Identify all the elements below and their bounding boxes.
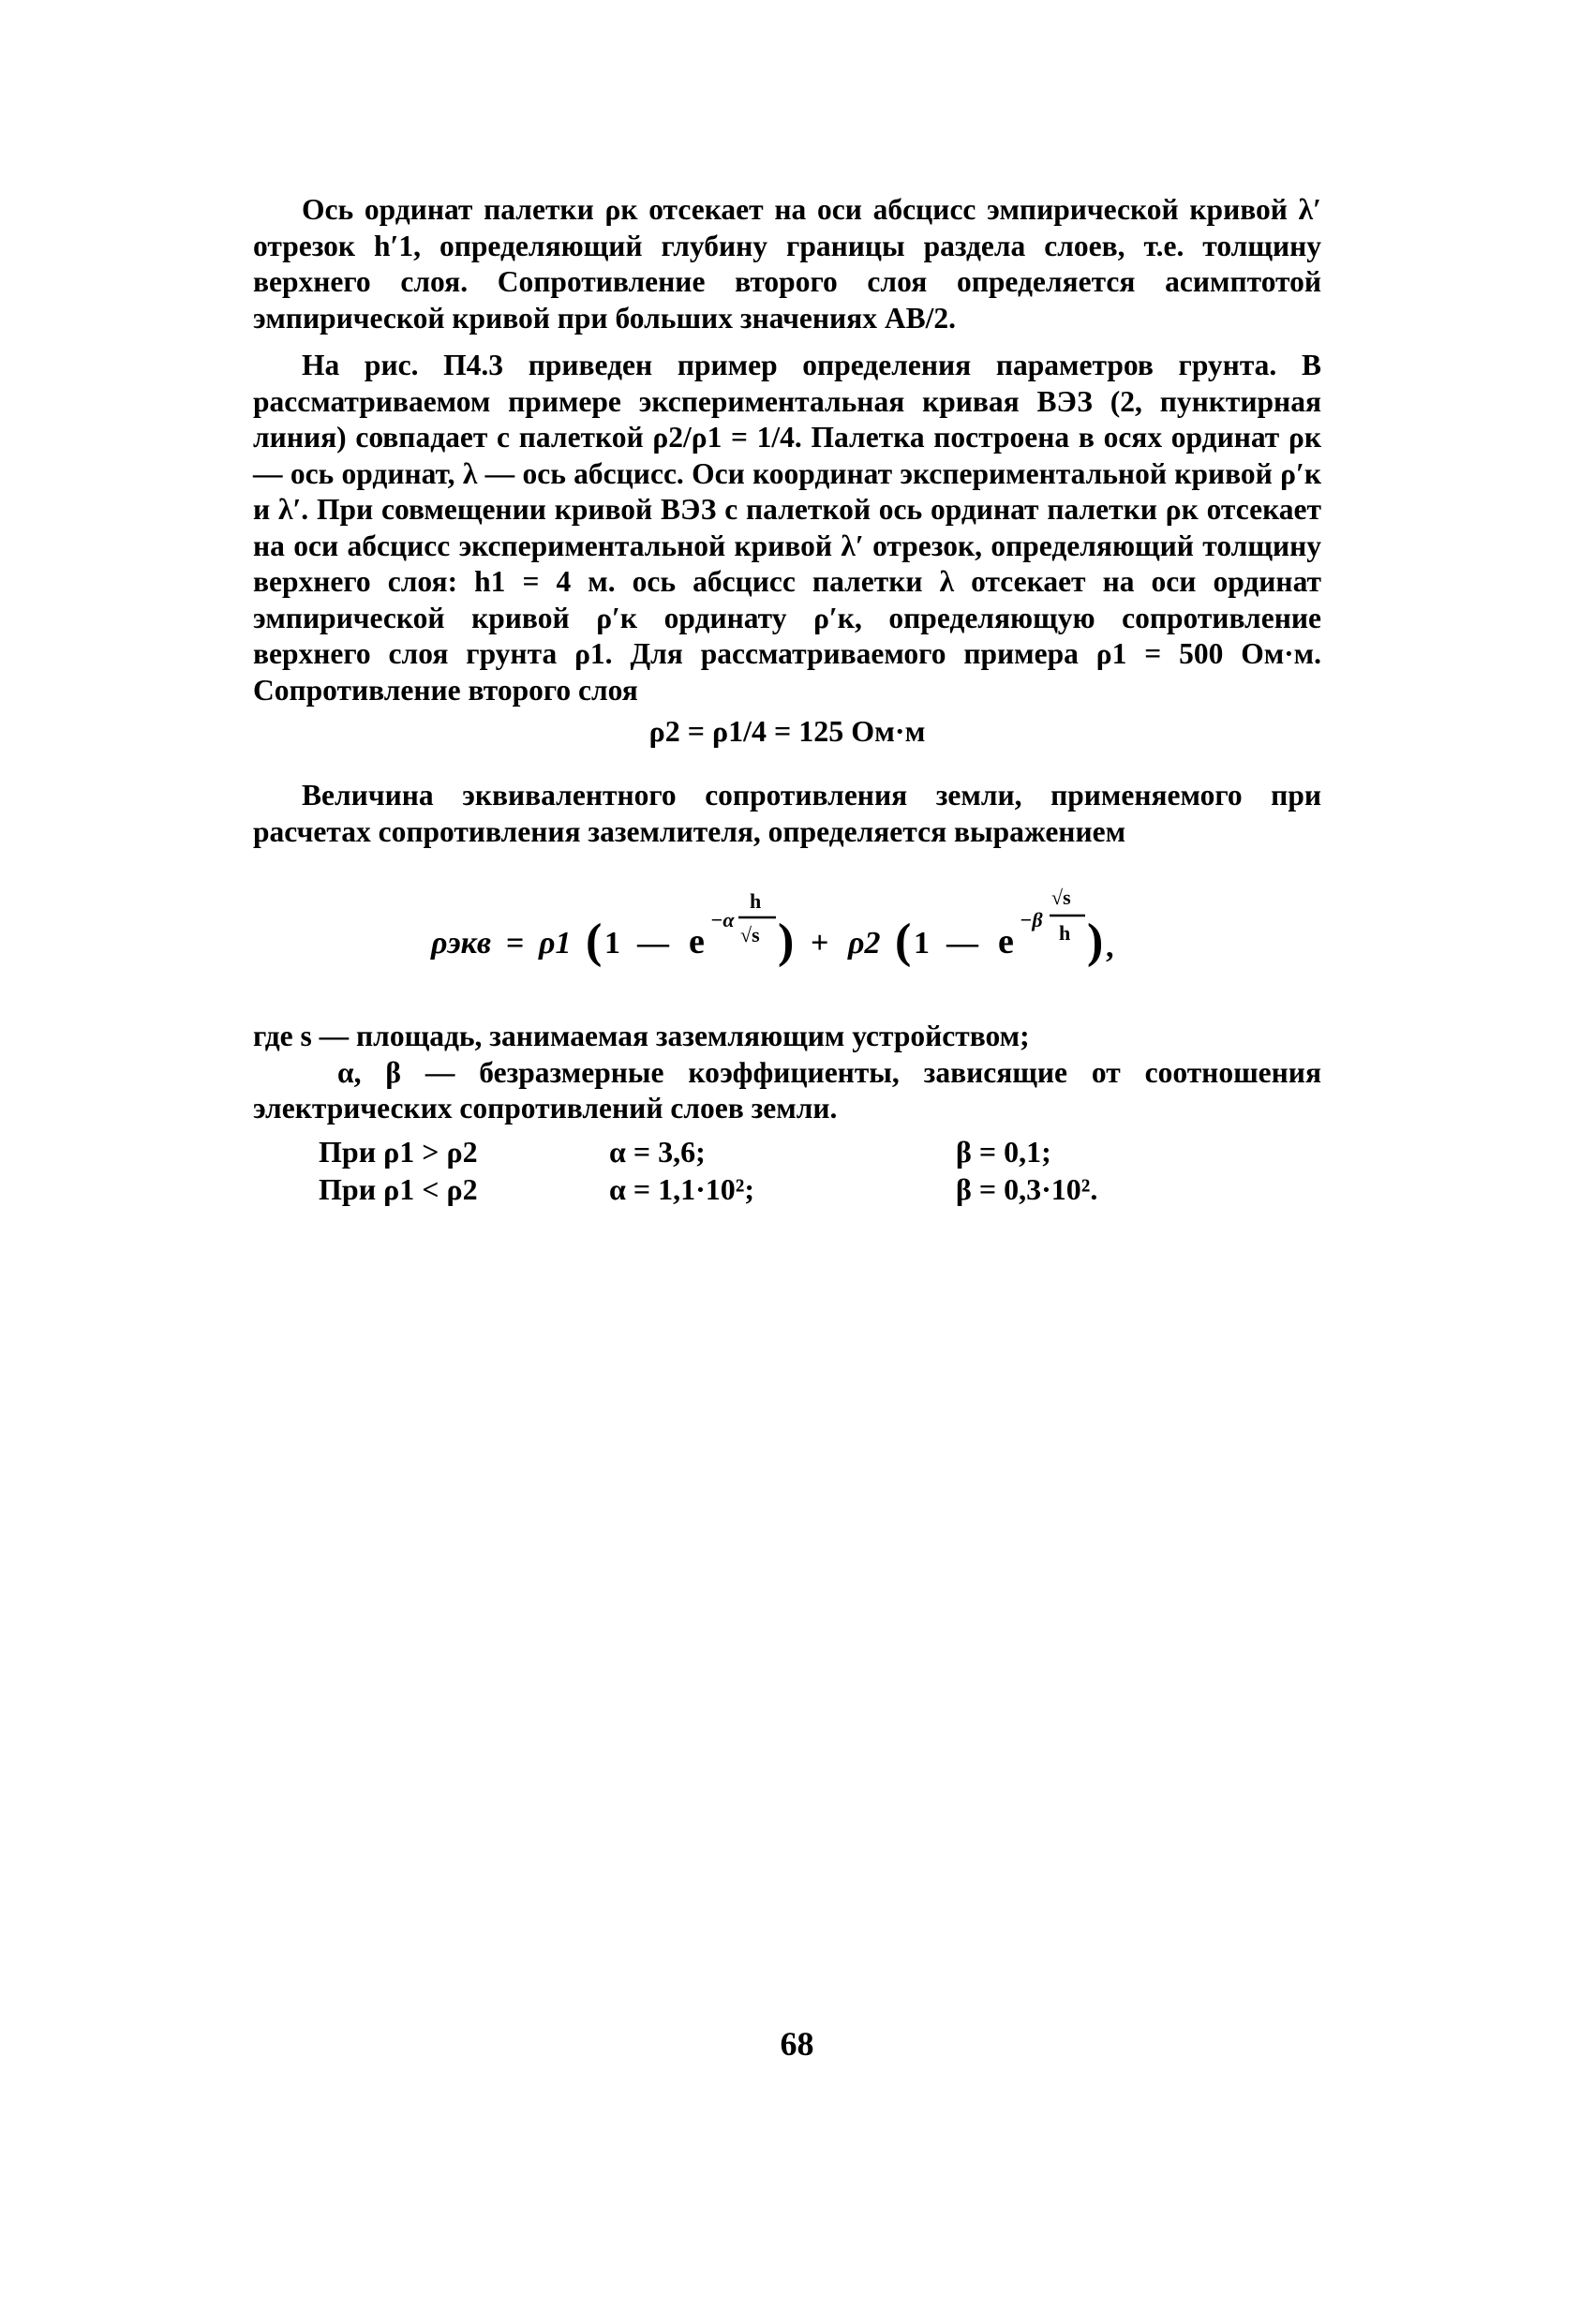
definition-alpha-beta: α, β — безразмерные коэффициенты, зависящие от соотношения электрических сопротивлений слоев земли.: [253, 1055, 1321, 1125]
formula-sqrt-s-1: √s: [740, 923, 760, 946]
definitions-block: [253, 1019, 1321, 1127]
formula-rho1: ρ1: [539, 926, 572, 961]
case-alpha: α = 3,6;: [609, 1134, 706, 1169]
formula-h-2: h: [1059, 921, 1071, 945]
case-condition: При ρ1 < ρ2: [319, 1171, 478, 1206]
formula-sqrt-s-2: √s: [1051, 886, 1071, 909]
formula-paren-close-2: ): [1087, 915, 1104, 968]
cases-table: [253, 1133, 1321, 1208]
case-beta: β = 0,3·10².: [956, 1171, 1098, 1206]
definition-s: где s — площадь, занимаемая заземляющим устройством;: [253, 1020, 1030, 1052]
formula-rho2: ρ2: [848, 926, 881, 961]
page-content: [253, 192, 1321, 1208]
paragraph-3: Величина эквивалентного сопротивления земли, применяемого при расчетах сопротивления заземлителя, определяется выражением: [253, 779, 1321, 848]
case-beta: β = 0,1;: [956, 1134, 1051, 1169]
case-condition: При ρ1 > ρ2: [319, 1134, 478, 1169]
formula-svg: [319, 869, 1256, 981]
formula-lhs: ρэкв: [431, 926, 492, 961]
formula-plus: +: [811, 926, 829, 961]
formula-one-1: 1: [604, 926, 620, 961]
formula-e-1: e: [689, 922, 705, 961]
case-alpha: α = 1,1·10²;: [609, 1171, 755, 1206]
formula-comma: ,: [1106, 930, 1114, 964]
formula-paren-open-1: (: [586, 915, 603, 968]
formula-rho2: ρ2 = ρ1/4 = 125 Ом·м: [648, 714, 926, 748]
formula-paren-close-1: ): [778, 915, 795, 968]
formula-minus-1: —: [637, 926, 669, 961]
formula-minus-2: —: [946, 926, 978, 961]
formula-e-2: e: [998, 922, 1014, 961]
paragraph-2: На рис. П4.3 приведен пример определения параметров грунта. В рассматриваемом примере экспериментальная кривая ВЭЗ (2, пунктирная линия) совпадает с палеткой ρ2/ρ1 = 1/4. Палетка построена в осях ординат ρк — ось ординат, λ — ось абсцисс. Оси координат экспериментальной кривой ρ′к и λ′. При совмещении кривой ВЭЗ с палеткой ось ординат палетки ρк отсекает на оси абсцисс экспериментальной кривой λ′ отрезок, определяющий толщину верхнего слоя: h1 = 4 м. ось абсцисс палетки λ отсекает на оси ординат эмпирической кривой ρ′к ординату ρ′к, определяющую сопротивление верхнего слоя грунта ρ1. Для рассматриваемого примера ρ1 = 500 Ом·м. Сопротивление второго слоя: [253, 349, 1321, 707]
case-row: [253, 1170, 1321, 1208]
formula-h-1: h: [750, 889, 762, 913]
formula-paren-open-2: (: [895, 915, 912, 968]
formula-eq: =: [506, 926, 525, 961]
case-row: [253, 1133, 1321, 1170]
formula-alpha-exp: −α: [710, 908, 735, 931]
paragraph-1: Ось ординат палетки ρк отсекает на оси абсцисс эмпирической кривой λ′ отрезок h′1, определяющий глубину границы раздела слоев, т.е. толщину верхнего слоя. Сопротивление второго слоя определяется асимптотой эмпирической кривой при больших значениях AB/2.: [253, 193, 1321, 335]
page-number: 68: [780, 2025, 814, 2063]
formula-beta-exp: −β: [1020, 908, 1043, 931]
formula-equivalent-resistance: [253, 869, 1321, 981]
formula-one-2: 1: [914, 926, 930, 961]
